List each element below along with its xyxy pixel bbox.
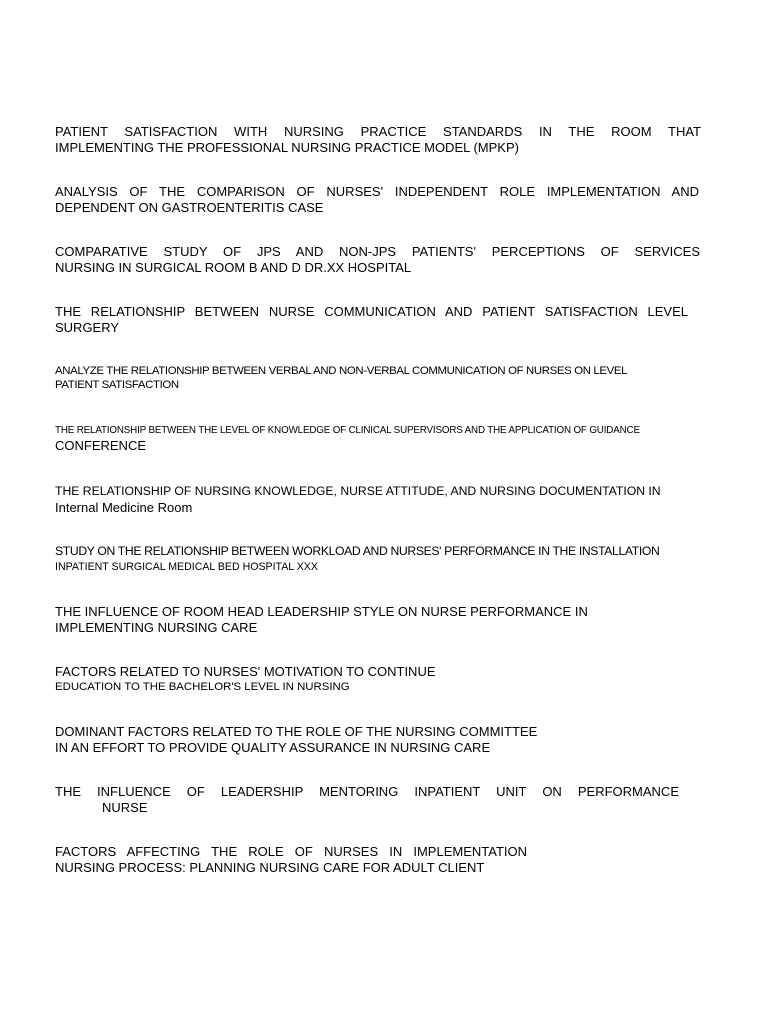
title-line: THE INFLUENCE OF LEADERSHIP MENTORING INPATIENT UNIT ON PERFORMANCE bbox=[55, 784, 679, 799]
title-entry-11 bbox=[55, 724, 715, 755]
title-line: IN AN EFFORT TO PROVIDE QUALITY ASSURANCE IN NURSING CARE bbox=[55, 739, 491, 755]
title-line: INPATIENT SURGICAL MEDICAL BED HOSPITAL XXX bbox=[55, 560, 318, 573]
title-line: Internal Medicine Room bbox=[55, 499, 193, 515]
title-line: THE RELATIONSHIP BETWEEN THE LEVEL OF KNOWLEDGE OF CLINICAL SUPERVISORS AND THE APPLICATION OF GUIDANCE bbox=[55, 425, 640, 436]
title-line: IMPLEMENTING NURSING CARE bbox=[55, 619, 258, 635]
title-entry-6 bbox=[55, 424, 715, 455]
title-entry-7 bbox=[55, 484, 715, 515]
title-entry-13 bbox=[55, 844, 527, 875]
title-line: NURSING IN SURGICAL ROOM B AND D DR.XX HOSPITAL bbox=[55, 259, 412, 275]
title-line: ANALYZE THE RELATIONSHIP BETWEEN VERBAL AND NON-VERBAL COMMUNICATION OF NURSES ON LEVEL bbox=[55, 365, 628, 377]
title-entry-3 bbox=[55, 244, 700, 275]
title-line: FACTORS RELATED TO NURSES' MOTIVATION TO CONTINUE bbox=[55, 664, 436, 679]
title-line: PATIENT SATISFACTION WITH NURSING PRACTICE STANDARDS IN THE ROOM THAT bbox=[55, 124, 701, 139]
title-line: DOMINANT FACTORS RELATED TO THE ROLE OF THE NURSING COMMITTEE bbox=[55, 724, 538, 739]
title-entry-1 bbox=[55, 124, 701, 155]
title-line: FACTORS AFFECTING THE ROLE OF NURSES IN IMPLEMENTATION bbox=[55, 844, 527, 859]
title-line: COMPARATIVE STUDY OF JPS AND NON-JPS PATIENTS' PERCEPTIONS OF SERVICES bbox=[55, 244, 700, 259]
title-line: NURSING PROCESS: PLANNING NURSING CARE FOR ADULT CLIENT bbox=[55, 859, 485, 875]
title-line: NURSE bbox=[102, 799, 148, 815]
title-entry-9 bbox=[55, 604, 715, 635]
title-entry-12 bbox=[55, 784, 679, 815]
title-line: STUDY ON THE RELATIONSHIP BETWEEN WORKLOAD AND NURSES' PERFORMANCE IN THE INSTALLATION bbox=[55, 544, 660, 558]
title-line: ANALYSIS OF THE COMPARISON OF NURSES' INDEPENDENT ROLE IMPLEMENTATION AND bbox=[55, 184, 699, 199]
title-line: THE RELATIONSHIP OF NURSING KNOWLEDGE, NURSE ATTITUDE, AND NURSING DOCUMENTATION IN bbox=[55, 484, 661, 498]
title-line: SURGERY bbox=[55, 319, 120, 335]
title-line: CONFERENCE bbox=[55, 438, 147, 453]
title-line: PATIENT SATISFACTION bbox=[55, 379, 179, 391]
title-line: THE RELATIONSHIP BETWEEN NURSE COMMUNICATION AND PATIENT SATISFACTION LEVEL bbox=[55, 304, 688, 319]
title-entry-5 bbox=[55, 364, 715, 392]
title-line: IMPLEMENTING THE PROFESSIONAL NURSING PRACTICE MODEL (MPKP) bbox=[55, 139, 519, 155]
title-entry-4 bbox=[55, 304, 688, 335]
title-line: EDUCATION TO THE BACHELOR'S LEVEL IN NURSING bbox=[55, 680, 350, 693]
title-line: THE INFLUENCE OF ROOM HEAD LEADERSHIP STYLE ON NURSE PERFORMANCE IN bbox=[55, 604, 588, 619]
title-entry-8 bbox=[55, 544, 725, 574]
title-entry-2 bbox=[55, 184, 699, 215]
title-line: DEPENDENT ON GASTROENTERITIS CASE bbox=[55, 199, 324, 215]
title-entry-10 bbox=[55, 664, 715, 694]
